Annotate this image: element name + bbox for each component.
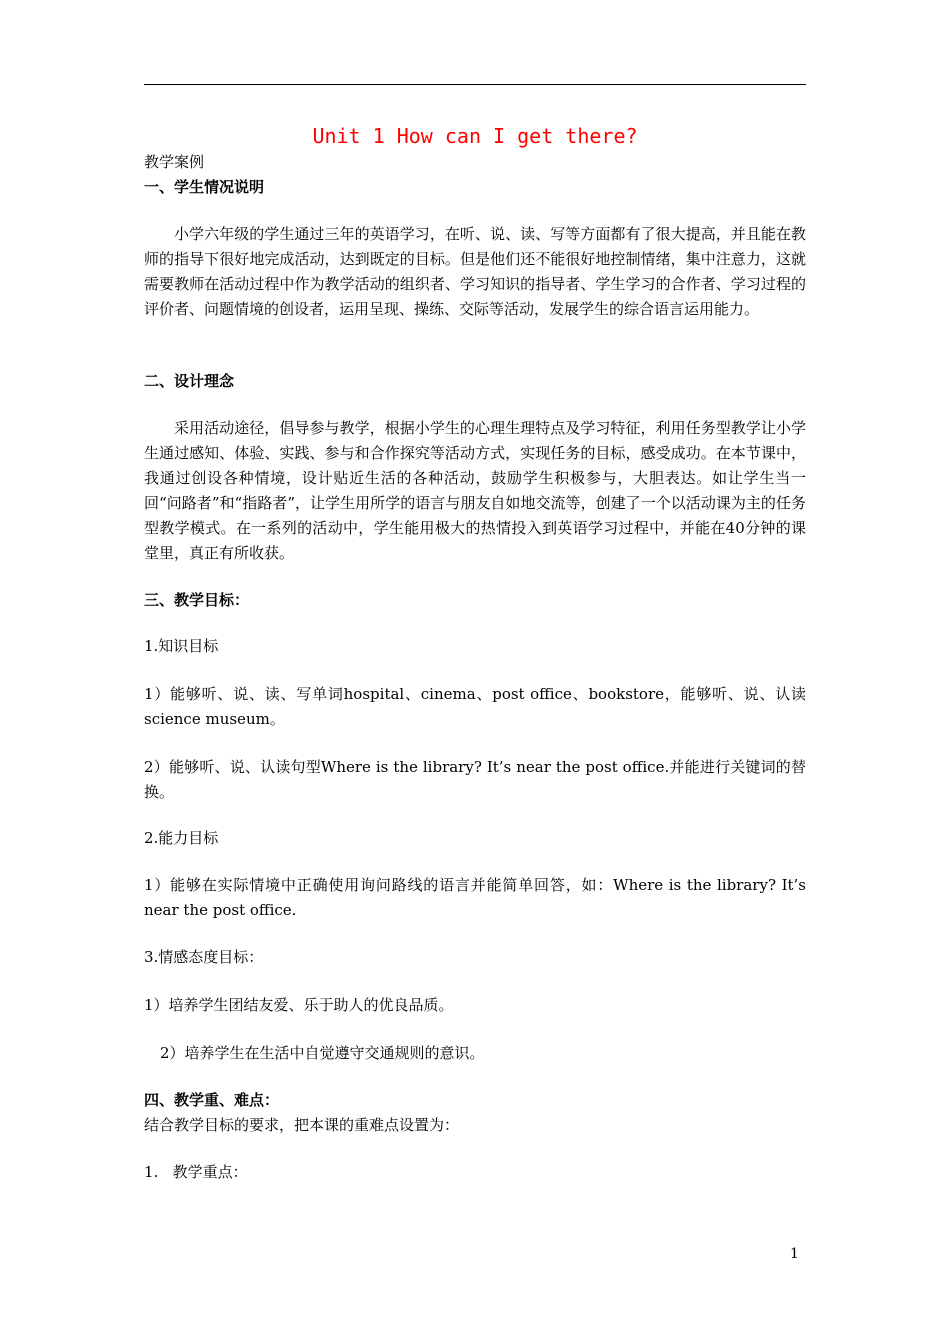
knowledge-heading: 1.知识目标 xyxy=(144,637,219,655)
header-rule xyxy=(144,84,806,85)
knowledge-item-1: 1）能够听、说、读、写单词hospital、cinema、post office、bookstore，能够听、说、认读science museum。 xyxy=(144,685,806,728)
document-subtitle: 教学案例 xyxy=(144,153,205,171)
ability-item-1: 1）能够在实际情境中正确使用询问路线的语言并能简单回答，如：Where is the library? It’s near the post office. xyxy=(144,876,806,919)
emotion-heading: 3.情感态度目标： xyxy=(144,948,264,966)
section4-item-1: 1. 教学重点： xyxy=(144,1163,248,1181)
ability-heading: 2.能力目标 xyxy=(144,829,219,847)
section1-heading: 一、学生情况说明 xyxy=(144,178,265,196)
page-number: 1 xyxy=(790,1246,799,1262)
emotion-item-1: 1）培养学生团结友爱、乐于助人的优良品质。 xyxy=(144,996,454,1014)
emotion-item-2: 2）培养学生在生活中自觉遵守交通规则的意识。 xyxy=(160,1044,485,1062)
section4-intro: 结合教学目标的要求，把本课的重难点设置为： xyxy=(144,1116,460,1134)
section4-heading: 四、教学重、难点： xyxy=(144,1091,280,1109)
document-title: Unit 1 How can I get there? xyxy=(312,124,638,148)
knowledge-item-2: 2）能够听、说、认读句型Where is the library? It’s near the post office.并能进行关键词的替换。 xyxy=(144,758,806,801)
section3-heading: 三、教学目标： xyxy=(144,591,250,609)
section2-paragraph: 采用活动途径，倡导参与教学，根据小学生的心理生理特点及学习特征，利用任务型教学让小学生通过感知、体验、实践、参与和合作探究等活动方式，实现任务的目标，感受成功。在本节课中，我通过创设各种情境，设计贴近生活的各种活动，鼓励学生积极参与，大胆表达。如让学生当一回“问路者”和“指路者”，让学生用所学的语言与朋友自如地交流等，创建了一个以活动课为主的任务型教学模式。在一系列的活动中，学生能用极大的热情投入到英语学习过程中，并能在40分钟的课堂里，真正有所收获。 xyxy=(144,419,806,562)
section1-paragraph: 小学六年级的学生通过三年的英语学习，在听、说、读、写等方面都有了很大提高，并且能在教师的指导下很好地完成活动，达到既定的目标。但是他们还不能很好地控制情绪，集中注意力，这就需要教师在活动过程中作为教学活动的组织者、学习知识的指导者、学生学习的合作者、学习过程的评价者、问题情境的创设者，运用呈现、操练、交际等活动，发展学生的综合语言运用能力。 xyxy=(144,225,806,318)
section2-heading: 二、设计理念 xyxy=(144,372,235,390)
